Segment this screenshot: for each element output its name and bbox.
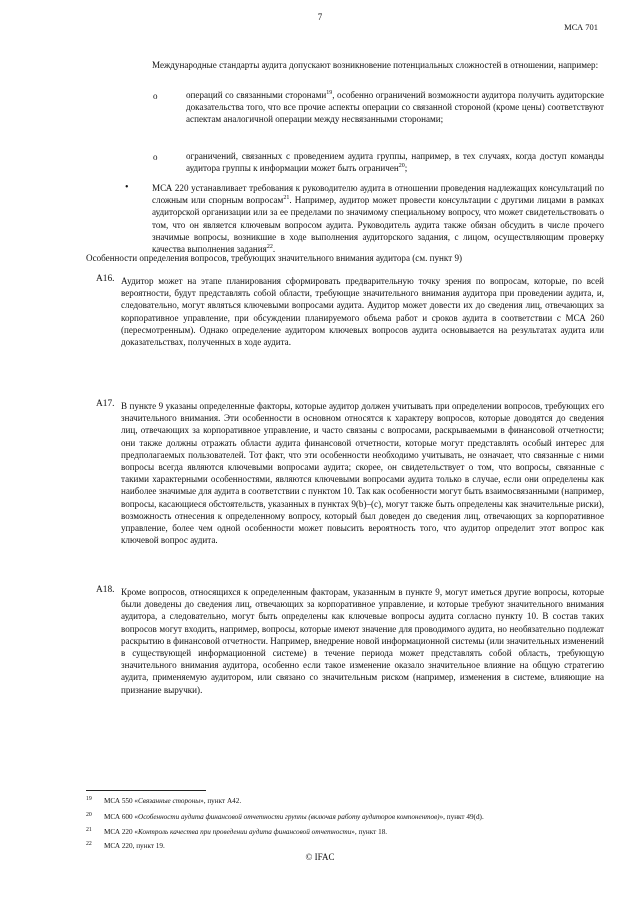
- paragraph-label: A16.: [96, 274, 115, 284]
- copyright: © IFAC: [305, 852, 335, 862]
- paragraph-a18: Кроме вопросов, относящихся к определенным факторам, указанным в пункте 9, могут иметься другие вопросы, которые были доведены до сведения лиц, отвечающих за корпоративное управление, и которые требуют значительного внимания аудитора, а следовательно, могут быть определены как ключевые вопросы аудита согласно пункту 10. В состав таких вопросов могут входить, например, вопросы, которые имеют значение для проводимого аудита, но необязательно подлежат раскрытию в финансовой отчетности. Например, внедрение новой информационной системы (или значительных изменений в существующей информационной системе) в течение периода может представлять собой область, требующую значительного внимания аудитора, особенно если такое изменение оказало значительное влияние на общую стратегию аудита, применяемую аудитором, или связано со значительным риском (например, изменения в системе, влияющие на признание выручки).: [121, 587, 604, 695]
- footnote-number: 22: [86, 841, 92, 847]
- footnote-separator: [86, 790, 206, 791]
- sub-bullet-marker: o: [153, 152, 158, 162]
- footnote-ref: 19: [326, 89, 333, 96]
- sub-bullet-item: ограничений, связанных с проведением аудита группы, например, в тех случаях, когда доступ команды аудитора группы к информации может быть ограничен$^{20}$;: [186, 151, 604, 174]
- paragraph-label: A18.: [96, 585, 115, 595]
- footnote-number: 21: [86, 827, 92, 833]
- bullet-marker: •: [125, 182, 129, 193]
- document-page: 7 МСА 701 Международные стандарты аудита допускают возникновение потенциальных сложностей в отношении, например: o операций со связанными сторонами$^{19}$, особенно ограничений возможности аудитора получить аудиторские доказательства того, что все прочие аспекты операции со связанной стороной (кроме цены) соответствуют аспектам аналогичной операции между несвязанными сторонами; o ограничений, связанных с проведением аудита группы, например, в тех случаях, когда доступ команды аудитора группы к информации может быть ограничен$^{20}$; • МСА 220 устанавливает требования к руководителю аудита в отношении проведения надлежащих консультаций по сложным или спорным вопросам$^{21}$. Например, аудитор может провести консультации с другими лицами в рамках аудиторской организации или за ее пределами по значимому специальному вопросу, что может свидетельствовать о том, что он является ключевым вопросом аудита. Руководитель аудита также обязан обсудить в числе прочего значимые вопросы, возникшие в ходе выполнения аудиторского задания, с лицом, осуществляющим проверку качества выполнения задания$^{22}$. Особенности определения вопросов, требующих значительного внимания аудитора (см. пункт 9) A16. Аудитор может на этапе планирования сформировать предварительную точку зрения по вопросам, которые, по всей вероятности, будут представлять собой области, требующие значительного внимания аудитора при проведении аудита, и, следовательно, могут являться ключевыми вопросами аудита. Аудитор может довести их до сведения лиц, отвечающих за корпоративное управление, при обсуждении планируемого объема работ и сроков аудита в соответствии с МСА 260 (пересмотренным). Однако определение аудитором ключевых вопросов аудита основывается на результатах аудита или доказательствах, полученных в ходе аудита. A17. В пункте 9 указаны определенные факторы, которые аудитор должен учитывать при определении вопросов, требующих его значительного внимания. Эти особенности в основном относятся к характеру вопросов, которые доводятся до сведения лиц, отвечающих за корпоративное управление, и часто связаны с вопросами, раскрываемыми в финансовой отчетности; они также должны отражать области аудита финансовой отчетности, которые могут представлять особый интерес для предполагаемых пользователей. Тот факт, что эти особенности необходимо учитывать, не означает, что связанные с ними вопросы всегда являются ключевыми вопросами аудита; скорее, он свидетельствует о том, что вопросы, связанные с такими характерными особенностями, являются ключевыми вопросами аудита только в случае, если они определены как наиболее значимые для аудита в соответствии с пунктом 10. Так как особенности могут быть взаимосвязанными (например, вопросы, касающиеся обстоятельств, указанных в пунктах 9(b)–(c), могут также быть определены как значительные риски), возможность отнесения к определенному вопросу, который был доведен до сведения лиц, отвечающих за корпоративное управление, более чем одной особенности может повысить вероятность того, что аудитор определит этот вопрос как ключевой вопрос аудита. A18. Кроме вопросов, относящихся к определенным факторам, указанным в пункте 9, могут иметься другие вопросы, которые были доведены до сведения лиц, отвечающих за корпоративное управление, и которые требуют значительного внимания аудитора, а следовательно, могут быть определены как ключевые вопросы аудита согласно пункту 10. В состав таких вопросов могут входить, например, вопросы, которые имеют значение для проводимого аудита, но необязательно подлежат раскрытию в финансовой отчетности. Например, внедрение новой информационной системы (или значительных изменений в существующей информационной системе) в течение периода может представлять собой область, требующую значительного внимания аудитора, особенно если такое изменение оказало значительное влияние на общую стратегию аудита, применяемую аудитором, или связано со значительным риском (например, изменения в системе, влияющие на признание выручки). 19 МСА 550 «Связанные стороны», пункт А42. 20 МСА 600 «Особенности аудита финансовой отчетности группы (включая работу аудиторов компонентов)», пункт 49(d). 21 МСА 220 «Контроль качества при проведении аудита финансовой отчетности», пункт 18. 22 МСА 220, пункт 19. © IFAC: [0, 0, 640, 905]
- section-heading: Особенности определения вопросов, требующих значительного внимания аудитора (см. пункт 9): [86, 253, 463, 263]
- document-id: МСА 701: [564, 22, 598, 32]
- sub-bullet-item: операций со связанными сторонами$^{19}$, особенно ограничений возможности аудитора получить аудиторские доказательства того, что все прочие аспекты операции со связанной стороной (кроме цены) соответствуют аспектам аналогичной операции между несвязанными сторонами;: [186, 89, 605, 125]
- sub-bullet-marker: o: [153, 91, 158, 101]
- bullet-item: МСА 220 устанавливает требования к руководителю аудита в отношении проведения надлежащих консультаций по сложным или спорным вопросам$^{21}$. Например, аудитор может провести консультации с другими лицами в рамках аудиторской организации или за ее пределами по значимому специальному вопросу, что может свидетельствовать о том, что он является ключевым вопросом аудита. Руководитель аудита также обязан обсудить в числе прочего значимые вопросы, возникшие в ходе выполнения аудиторского задания, с лицом, осуществляющим проверку качества выполнения задания$^{22}$.: [152, 183, 605, 255]
- footnote-ref: 21: [283, 195, 290, 202]
- paragraph-a16: Аудитор может на этапе планирования сформировать предварительную точку зрения по вопросам, которые, по всей вероятности, будут представлять собой области, требующие значительного внимания аудитора при проведении аудита, и, следовательно, могут являться ключевыми вопросами аудита. Аудитор может довести их до сведения лиц, отвечающих за корпоративное управление, при обсуждении планируемого объема работ и сроков аудита в соответствии с МСА 260 (пересмотренным). Однако определение аудитором ключевых вопросов аудита основывается на результатах аудита или доказательствах, полученных в ходе аудита.: [121, 276, 604, 348]
- footnote-ref: 22: [266, 243, 273, 250]
- footnote-number: 20: [86, 812, 92, 818]
- footnote-ref: 20: [398, 163, 405, 170]
- paragraph-label: A17.: [96, 399, 115, 409]
- intro-paragraph: Международные стандарты аудита допускают возникновение потенциальных сложностей в отношении, например:: [152, 60, 599, 70]
- footnote-number: 19: [86, 796, 92, 802]
- paragraph-a17: В пункте 9 указаны определенные факторы, которые аудитор должен учитывать при определении вопросов, требующих его значительного внимания. Эти особенности в основном относятся к характеру вопросов, которые доводятся до сведения лиц, отвечающих за корпоративное управление, и часто связаны с вопросами, раскрываемыми в финансовой отчетности; они также должны отражать области аудита финансовой отчетности, которые могут представлять особый интерес для предполагаемых пользователей. Тот факт, что эти особенности необходимо учитывать, не означает, что связанные с ними вопросы всегда являются ключевыми вопросами аудита; скорее, он свидетельствует о том, что вопросы, связанные с такими характерными особенностями, являются ключевыми вопросами аудита только в случае, если они определены как наиболее значимые для аудита в соответствии с пунктом 10. Так как особенности могут быть взаимосвязанными (например, вопросы, касающиеся обстоятельств, указанных в пунктах 9(b)–(c), могут также быть определены как значительные риски), возможность отнесения к определенному вопросу, который был доведен до сведения лиц, отвечающих за корпоративное управление, более чем одной особенности может повысить вероятность того, что аудитор определит этот вопрос как ключевой вопрос аудита.: [121, 401, 604, 546]
- page-number: 7: [317, 12, 323, 22]
